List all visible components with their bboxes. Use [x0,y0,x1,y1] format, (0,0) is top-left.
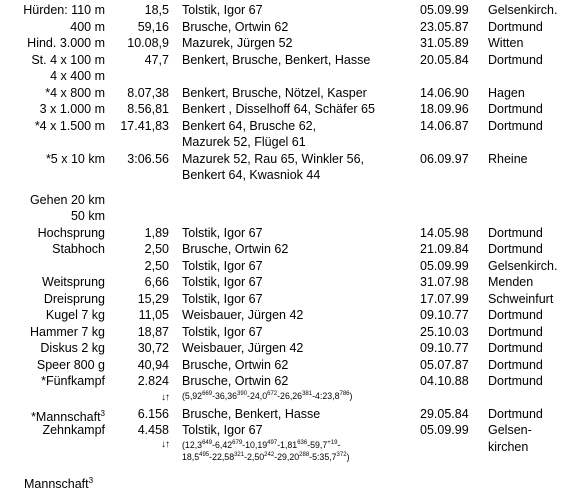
performance: 2,50 [144,242,169,257]
record-place-line: kirchen [488,439,529,454]
athlete [182,241,288,258]
event-name: Diskus 2 kg [40,341,105,356]
athlete-line: Tolstik, Igor 67 [182,324,263,339]
event-name: Weitsprung [42,275,105,290]
event-name: Hürden: 110 m [23,3,105,17]
record-row [0,373,577,390]
record-row [0,192,577,209]
record-row [0,340,577,357]
record-row [0,439,577,463]
points-superscript: 495 [199,451,210,458]
athlete [182,101,375,118]
athlete [182,118,316,151]
record-date: 09.10.77 [420,308,469,323]
athlete [182,2,263,19]
record-place: Dortmund [488,406,543,421]
record-place-line: Schweinfurt [488,291,554,306]
record-place [488,19,543,36]
athlete-line: Benkert, Brusche, Nötzel, Kasper [182,85,367,100]
record-date: 18.09.96 [420,102,469,116]
footnote-marker: 3 [100,408,105,418]
performance: 18,87 [137,324,169,339]
record-row [0,390,577,406]
athlete [182,340,303,357]
event-name: *Fünfkampf [41,374,105,389]
record-place [488,291,553,308]
record-place-line: Dortmund [488,52,543,67]
fuenfkampf-detail [182,390,352,402]
performance: 18,5 [144,3,169,17]
record-date: 25.10.03 [420,324,469,339]
record-row [0,357,577,374]
record-date: 14.06.90 [420,85,469,100]
record-place [488,373,543,390]
athlete [182,151,364,184]
record-place-line: Hagen [488,85,525,100]
record-place-line: Gelsenkirch. [488,3,558,17]
record-row [0,85,577,102]
athlete-line: Tolstik, Igor 67 [182,225,263,240]
record-place [488,274,533,291]
record-row [0,184,577,192]
performance: 17.41,83 [120,118,169,133]
record-place-line: Dortmund [488,357,543,372]
record-place [488,241,543,258]
athlete-line: Weisbauer, Jürgen 42 [182,308,304,323]
athlete [182,307,303,324]
fuenfkampf-detail-text: (5,92$^{669}$-36,36$^{390}$-24,0$^{672}$-26,26$^{381}$-4:23,8$^{786}$) [182,390,353,401]
athlete [182,274,263,291]
record-date: 05.09.99 [420,258,469,273]
record-place-line: Dortmund [488,242,543,257]
event-name: 3 x 1.000 m [39,102,105,116]
performance: 2,50 [144,258,169,273]
athlete: Tolstik, Igor 67 [182,423,263,438]
record-row [0,241,577,258]
points-arrow-icon: ↓↑ [161,391,169,403]
record-date: 31.05.89 [420,36,469,50]
record-date: 09.10.77 [420,341,469,356]
footnote-marker: 3 [88,475,94,485]
record-row [0,35,577,52]
points-superscript: 288 [299,451,310,458]
athlete [182,35,292,52]
event-name: Hind. 3.000 m [27,36,105,50]
points-superscript: 497 [267,439,278,446]
record-row [0,463,577,473]
record-row [0,324,577,341]
event-name: Kugel 7 kg [45,308,105,323]
record-date: 05.09.99 [420,423,469,438]
record-place [488,324,543,341]
athlete-line: Benkert 64, Kwasniok 44 [182,168,321,182]
record-place [488,258,557,275]
performance: 1,89 [144,225,169,240]
athlete-line: Tolstik, Igor 67 [182,3,263,17]
record-row [0,52,577,69]
record-row [0,151,577,184]
event-name: St. 4 x 100 m [31,52,105,67]
performance: 8.07,38 [127,85,169,100]
record-place-line: Gelsenkirch. [488,258,558,273]
points-arrow-icon: ↓↑ [161,438,169,450]
record-place-line: Dortmund [488,308,543,323]
athlete-line: Tolstik, Igor 67 [182,275,263,290]
athlete-line: Mazurek 52, Flügel 61 [182,135,306,149]
record-place [488,2,557,19]
record-place-line: Dortmund [488,102,543,116]
record-place-line: Dortmund [488,225,543,240]
event-name: 50 km [70,209,105,224]
performance: 2.824 [137,374,169,389]
athlete [182,85,367,102]
record-place-line: Dortmund [488,324,543,339]
points-superscript: 649 [202,439,213,446]
points-superscript: 672 [267,390,278,397]
record-place-line: Dortmund [488,19,543,34]
athlete-line: Tolstik, Igor 67 [182,291,263,306]
performance: 6,66 [144,275,169,290]
event-name: Hochsprung [37,225,105,240]
record-row [0,2,577,19]
points-superscript: 390 [237,390,248,397]
record-row [0,258,577,275]
record-place-line: Witten [488,36,524,50]
athlete-line: Weisbauer, Jürgen 42 [182,341,304,356]
points-superscript: 669 [202,390,213,397]
record-place [488,307,543,324]
record-date: 20.05.84 [420,52,469,67]
record-date: 06.09.97 [420,151,469,166]
record-row [0,473,577,490]
record-row [0,118,577,151]
zehnkampf-detail-text: ($12,3^{649}-6,42^{679}-10,19^{497}-1,81^{636}-59,7^{+19}-$ [182,439,341,450]
record-date: 29.05.84 [420,406,469,421]
record-place [488,151,528,168]
zehnkampf-detail [182,439,350,463]
record-row [0,225,577,242]
performance: 4.458 [137,423,169,438]
record-date: 05.09.99 [420,3,469,17]
athlete [182,258,263,275]
athlete [182,225,263,242]
performance: 8.56,81 [127,102,169,116]
record-row [0,208,577,225]
athlete-line: Mazurek, Jürgen 52 [182,36,293,50]
athlete [182,357,288,374]
points-superscript: 679 [232,439,243,446]
record-row [0,291,577,308]
performance: 40,94 [137,357,169,372]
record-place [488,85,525,102]
athlete-line: Brusche, Ortwin 62 [182,242,289,257]
zehnkampf-detail-line [182,451,350,463]
record-date: 17.07.99 [420,291,469,306]
performance: 6.156 [137,406,169,421]
record-place [488,52,543,69]
athlete [182,52,370,69]
record-date: 31.07.98 [420,275,469,290]
record-place-line: Dortmund [488,118,543,133]
record-place-line: Menden [488,275,534,290]
record-row [0,101,577,118]
athlete-line: Tolstik, Igor 67 [182,258,263,273]
event-name: Mannschaft$^3$ [24,475,94,491]
event-name: 4 x 400 m [50,69,105,83]
record-date: 14.06.87 [420,118,469,133]
record-place [488,35,523,52]
athlete-line: Mazurek 52, Rau 65, Winkler 56, [182,151,365,166]
event-name: Zehnkampf [42,423,105,438]
athlete-line: Benkert, Brusche, Benkert, Hasse [182,52,371,67]
athlete [182,324,263,341]
record-place [488,118,543,135]
event-name: Gehen 20 km [29,192,105,207]
record-date: 23.05.87 [420,19,469,34]
event-name: *4 x 800 m [45,85,105,100]
event-name: *Mannschaft$^3$ [31,408,105,424]
record-date: 14.05.98 [420,225,469,240]
athlete [182,19,288,36]
record-place [488,225,543,242]
athlete-line: Brusche, Ortwin 62 [182,374,289,389]
record-row [0,274,577,291]
points-superscript: 786 [339,390,350,397]
event-name: *5 x 10 km [45,151,105,166]
performance: 3:06.56 [127,151,169,166]
points-superscript: +19 [327,439,338,446]
athlete-line: Benkert 64, Brusche 62, [182,118,317,133]
record-place [488,101,543,118]
record-row [0,68,577,85]
athlete [182,373,288,390]
athlete: Brusche, Benkert, Hasse [182,406,321,421]
record-row [0,19,577,36]
record-place-line: Rheine [488,151,528,166]
athlete-line: Brusche, Ortwin 62 [182,19,289,34]
record-date: 05.07.87 [420,357,469,372]
performance: 15,29 [137,291,169,306]
record-date: 04.10.88 [420,374,469,389]
record-date: 21.09.84 [420,242,469,257]
event-name: Hammer 7 kg [29,324,105,339]
points-superscript: 372 [336,451,347,458]
zehnkampf-detail-line [182,439,350,451]
athlete-line: Benkert , Disselhoff 64, Schäfer 65 [182,102,375,116]
record-place-line: Dortmund [488,374,543,389]
record-place-line: Gelsen- [488,423,532,438]
event-name: *4 x 1.500 m [34,118,105,133]
athlete-line: Brusche, Ortwin 62 [182,357,289,372]
zehnkampf-detail-text: 18,5$^{495}$-22,58$^{321}$-2,50$^{242}$-29,20$^{288}$-5:35,7$^{372}$) [182,451,350,462]
performance: 11,05 [138,308,169,323]
record-place [488,340,543,357]
performance: 59,16 [137,19,169,34]
performance: 10.08,9 [127,36,169,50]
event-name: Dreisprung [43,291,105,306]
record-place [488,357,543,374]
record-row [0,307,577,324]
records-table [0,2,577,489]
points-superscript: 381 [302,390,313,397]
points-superscript: 321 [234,451,245,458]
performance: 30,72 [137,341,169,356]
performance: 47,7 [144,52,169,67]
event-name: Stabhoch [52,242,105,257]
record-row [0,406,577,423]
event-name: Speer 800 g [36,357,105,372]
record-place-line: Dortmund [488,341,543,356]
points-superscript: 636 [297,439,308,446]
athlete [182,291,263,308]
points-superscript: 242 [264,451,275,458]
event-name: 400 m [70,19,105,34]
